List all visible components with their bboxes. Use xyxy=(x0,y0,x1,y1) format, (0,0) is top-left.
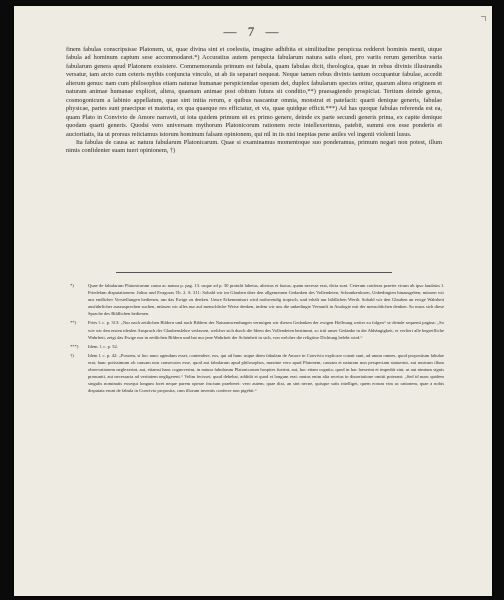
corner-mark xyxy=(481,16,486,21)
document-page xyxy=(14,6,492,596)
footnote xyxy=(70,319,444,340)
footnote-separator xyxy=(116,272,392,273)
footnote-text: Quae de fabularum Platonicarum causa ac natura p. pag. 13. usque ad p. 30 protulit labeius, alterius et fusius, quam necesse erat, dicta sunt. Ceterum conferas praeter virum ab ipso laudatos I. Friedelam disputationem: Julius und Evagoras Th. 2. S. 311: Sobald wir im Glauben über den allgemeinen Gedanken des Vollendeten, Schrankenlosen, Unbedingten hinausgehen, müssen wir uns endlicher Vorstellungen bedienen, um das Ewige zu denken. Unsre Erkenntnisart wird nothwendig tropisch, und erhält nur bildlichen Werth. Sobald wir den Glauben an ewige Wahrheit ausführlicher auszusprechen suchen, müssen wir alles nur auf menschliche Weise denken, indem wir uns die unbedingte Vernunft in Analogie mit der menschlichen denken. So muss sich diese Sprache des Bildlichen bedienen. xyxy=(88,283,444,317)
page-number: — 7 — xyxy=(223,24,283,39)
footnote-text: Fries l. c. p. 313: „Nur nach zeitlichen Bildern und nach Bildern der Naturanwendungen vermögen wir diesen Gedanken der ewigen Hoffnung weiter zu folgen“ se deinde sequenti pagina: „So wie wir den ersten idealen Anspruch der Glaubenslehre verlassen, welcher sich durch die Ideen des Vollendeten bestimmt, so tritt unser Gedanke in die Abhängigkeit, er verliert alle begreifliche Wahrheit, zeigt das Ewige nur in zeitlichen Bildern und hat nur jene Wahrheit der Schönheit in sich, von welcher die religiöse Dichtung belebt wird.“ xyxy=(88,320,444,340)
footnote-mark: *) xyxy=(70,283,74,288)
footnote-text: Idem l. c. p. 42: „Possem, si hoc nunc agendum esset, contendere, eos, qui ad hunc usque diem fabulam de Amore in Convivio explicare conati sunt, ad unum omnes, quod propositum fabulae erat, hanc potissimum ob causam non consecutos esse, quod aut fabularum apud philosophos, maxime vero apud Platonem, causam et naturam non perspectam statuerint, aut nostrum illum observationem neglexerint, aut, etiamsi hanc cognoverint, in natura fabularum Platonicarum hospites fuerint, aut, hoc etiam cognito, quod in hac laeserint et impediti sint, ut aut nimium signis pronuntii, aut necessaria ad veritatem negligerent.“ Velim fecisset, quod debebat, addidit et quod et longum erat: mutus enim alia receius in dissertatione omitti poterant: „Sed id nunc quidem singulis nominatis exsequi longum foret neque parem operae fructum praeberet: vero autem, quae dixi, an sint necne, quisque satis intelliget, quem eorum vim ac rationem, quae a nobis disputata erunt de fabula in Convivio proposita, cum illorum inventis conferre non pigebit.“ xyxy=(88,352,444,394)
body-paragraph: Ita fabulas de causa ac natura fabularum Platonicarum. Quae si examinamus momentoque suo ponderamus, primum negari non potest, illum nimis confidenter suam tueri opinionem, †) xyxy=(66,138,442,155)
footnote-mark: ***) xyxy=(70,343,79,349)
footnotes xyxy=(70,282,444,396)
main-text xyxy=(66,46,442,156)
footnote-mark: †) xyxy=(70,352,74,358)
footnote xyxy=(70,343,444,350)
footnote xyxy=(70,352,444,395)
footnote-mark: **) xyxy=(70,320,77,326)
footnote-text: Idem. l. c. p. 52. xyxy=(88,343,118,349)
body-paragraph: finem fabulas conscripsisse Platonem, ut, quae divina sint et coelestia, imagine adhibita et similitudine perspicua redderet hominis menti, utque fabula ad hominum captum sese accommodaret.*) Accuratius autem perspecta fabularum natura satis eluet, pro variis rerum generibus varia fabularum genera apud Platonem exsistere. Commemoranda primum est fabula, quam fabulas dicit, theologica, quae in rebus divinis illustrandis versatur, tam arcto cum ceteris mythis conjuncta vinculo, ut ab iis separari nequeat. Neque tamen rebus divinis tantum occupantur fabulae, accedit alterum genus: nam cum philosophus etiam naturae humanae perspiciendae operam det, duplex fabularum species oritur, quarum altera originem et naturam animae humanae explicet, altera, quaenam animae post obitum futura sit conditio,**) praesagiendo prospiciat. Tertium deinde genus, cosmogonicum a labinio appellatum, quae sint initia rerum, e quibus nascantur omnia, monstrat et patefacit: quarti denique generis, fabulae physicae, partes sunt praecipue et materia, ex qua quaeque res efficiatur, et vis, quae quidque efficit.***) Ad has quoque fabulas referenda est ea, quam Plato in Convivio de Amore narravit, ut iota quidem primum sit ex primo genere, deinde ex parte secundi generis prima, ex capite denique quodam quarti generis. Quodsi vero universam mythorum Platonicorum rationem recte intellexerimus, patebit, summi eos esse ponderis et auctoritatis, ita ut prorsus reiiciamus istorum hominum falsam opinionem, qui nil in iis nisi ineptias pene aniles vel ingenii violenti lusus. xyxy=(66,46,442,138)
footnote xyxy=(70,282,444,317)
